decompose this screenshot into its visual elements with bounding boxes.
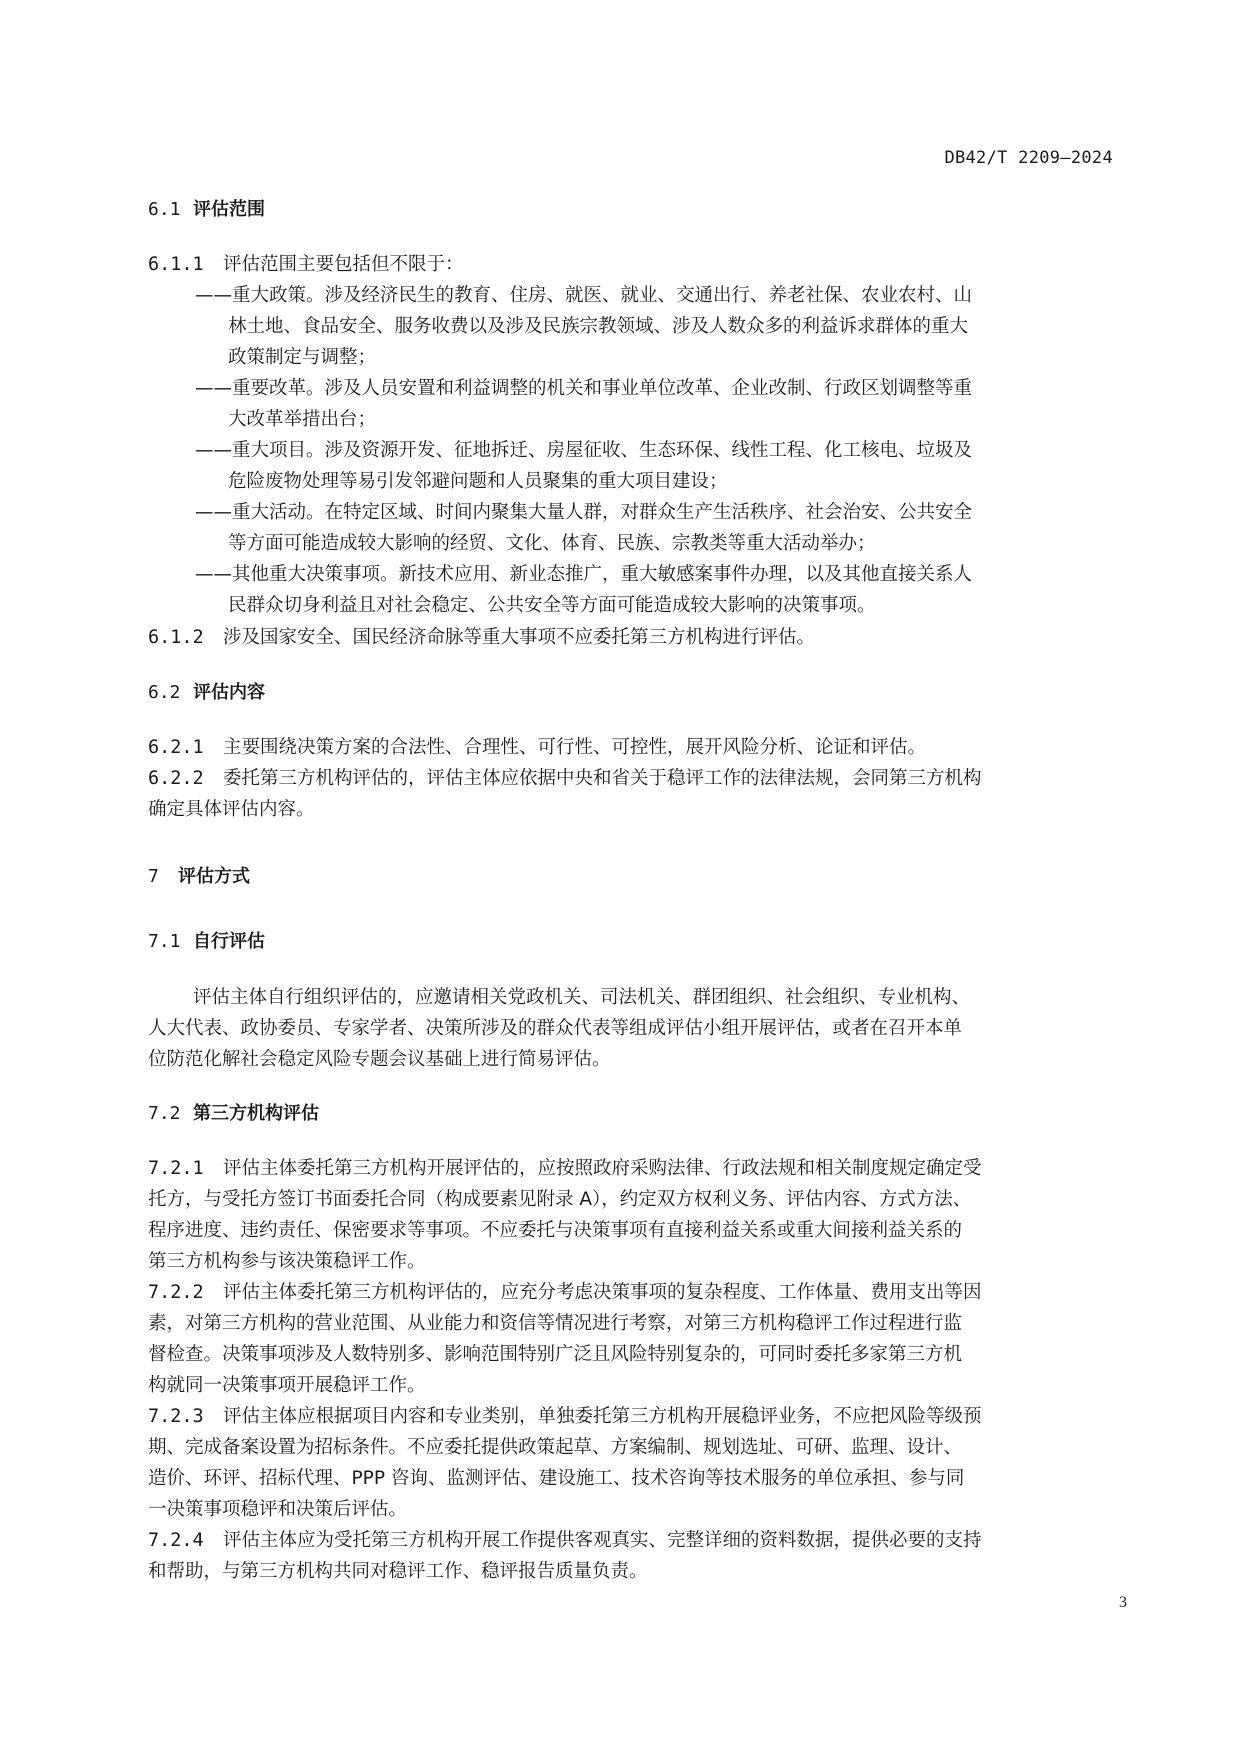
bullet-line: ——重大活动。在特定区域、时间内聚集大量人群，对群众生产生活秩序、社会治安、公共安全 xyxy=(195,502,973,523)
clause-number: 6.2.1 xyxy=(148,737,204,758)
section-number: 7.2 xyxy=(148,1103,181,1124)
paragraph-line: 评估主体自行组织评估的，应邀请相关党政机关、司法机关、群团组织、社会组织、专业机构、 xyxy=(193,987,971,1008)
clause-text: 评估主体应为受托第三方机构开展工作提供客观真实、完整详细的资料数据，提供必要的支持 xyxy=(223,1530,982,1551)
section-title: 评估范围 xyxy=(193,199,265,220)
clause-text: 涉及国家安全、国民经济命脉等重大事项不应委托第三方机构进行评估。 xyxy=(223,627,816,648)
clause-number: 6.1.2 xyxy=(148,627,204,648)
clause-text: 评估范围主要包括但不限于： xyxy=(223,254,464,275)
chapter-title: 评估方式 xyxy=(178,866,250,887)
section-heading-6-1 xyxy=(148,195,265,221)
clause-number: 6.2.2 xyxy=(148,768,204,789)
section-number: 7.1 xyxy=(148,931,181,952)
clause-continuation: 第三方机构参与该决策稳评工作。 xyxy=(148,1251,426,1272)
clause-continuation: 托方，与受托方签订书面委托合同（构成要素见附录 A），约定双方权利义务、评估内容、方式方法、 xyxy=(148,1189,972,1210)
clause-text: 评估主体应根据项目内容和专业类别，单独委托第三方机构开展稳评业务，不应把风险等级预 xyxy=(223,1406,982,1427)
section-title: 评估内容 xyxy=(193,682,265,703)
bullet-line: 林土地、食品安全、服务收费以及涉及民族宗教领域、涉及人数众多的利益诉求群体的重大 xyxy=(228,316,969,337)
section-title: 第三方机构评估 xyxy=(193,1103,319,1124)
bullet-line: 等方面可能造成较大影响的经贸、文化、体育、民族、宗教类等重大活动举办； xyxy=(228,533,876,554)
document-code: DB42/T 2209—2024 xyxy=(944,148,1113,168)
paragraph-line: 人大代表、政协委员、专家学者、决策所涉及的群众代表等组成评估小组开展评估，或者在召开本单 xyxy=(148,1018,963,1039)
chapter-heading-7 xyxy=(148,862,250,888)
section-title: 自行评估 xyxy=(193,931,265,952)
clause-continuation: 素，对第三方机构的营业范围、从业能力和资信等情况进行考察，对第三方机构稳评工作过程进行监 xyxy=(148,1313,963,1334)
chapter-number: 7 xyxy=(148,866,159,887)
paragraph-line: 位防范化解社会稳定风险专题会议基础上进行简易评估。 xyxy=(148,1049,611,1070)
bullet-line: 民群众切身利益且对社会稳定、公共安全等方面可能造成较大影响的决策事项。 xyxy=(228,595,876,616)
section-number: 6.2 xyxy=(148,682,181,703)
clause-number: 7.2.2 xyxy=(148,1282,204,1303)
clause-number: 7.2.3 xyxy=(148,1406,204,1427)
clause-continuation: 程序进度、违约责任、保密要求等事项。不应委托与决策事项有直接利益关系或重大间接利益关系的 xyxy=(148,1220,963,1241)
bullet-line: 政策制定与调整； xyxy=(228,347,377,368)
bullet-line: ——重要改革。涉及人员安置和利益调整的机关和事业单位改革、企业改制、行政区划调整等重 xyxy=(195,378,973,399)
bullet-line: ——重大政策。涉及经济民生的教育、住房、就医、就业、交通出行、养老社保、农业农村、山 xyxy=(195,285,973,306)
clause-text: 主要围绕决策方案的合法性、合理性、可行性、可控性，展开风险分析、论证和评估。 xyxy=(223,737,927,758)
clause-6-2-2 xyxy=(148,764,982,790)
clause-number: 7.2.1 xyxy=(148,1158,204,1179)
clause-continuation: 督检查。决策事项涉及人数特别多、影响范围特别广泛且风险特别复杂的，可同时委托多家第三方机 xyxy=(148,1344,963,1365)
clause-text: 委托第三方机构评估的，评估主体应依据中央和省关于稳评工作的法律法规，会同第三方机构 xyxy=(223,768,982,789)
clause-7-2-1 xyxy=(148,1154,982,1180)
clause-6-1-1 xyxy=(148,250,464,276)
clause-continuation: 一决策事项稳评和决策后评估。 xyxy=(148,1499,408,1520)
clause-7-2-2 xyxy=(148,1278,982,1304)
clause-continuation: 构就同一决策事项开展稳评工作。 xyxy=(148,1375,426,1396)
clause-continuation: 和帮助，与第三方机构共同对稳评工作、稳评报告质量负责。 xyxy=(148,1561,648,1582)
bullet-line: 大改革举措出台； xyxy=(228,409,377,430)
clause-7-2-4 xyxy=(148,1526,982,1552)
clause-6-1-2 xyxy=(148,623,815,649)
clause-6-2-1 xyxy=(148,733,926,759)
clause-text: 评估主体委托第三方机构开展评估的，应按照政府采购法律、行政法规和相关制度规定确定受 xyxy=(223,1158,982,1179)
bullet-line: ——重大项目。涉及资源开发、征地拆迁、房屋征收、生态环保、线性工程、化工核电、垃圾及 xyxy=(195,440,973,461)
section-number: 6.1 xyxy=(148,199,181,220)
clause-number: 7.2.4 xyxy=(148,1530,204,1551)
clause-continuation: 期、完成备案设置为招标条件。不应委托提供政策起草、方案编制、规划选址、可研、监理、设计、 xyxy=(148,1437,963,1458)
clause-continuation: 确定具体评估内容。 xyxy=(148,799,315,820)
section-heading-7-2 xyxy=(148,1099,319,1125)
section-heading-7-1 xyxy=(148,927,265,953)
bullet-line: ——其他重大决策事项。新技术应用、新业态推广，重大敏感案事件办理，以及其他直接关系人 xyxy=(195,564,973,585)
clause-continuation: 造价、环评、招标代理、PPP 咨询、监测评估、建设施工、技术咨询等技术服务的单位承担、参与同 xyxy=(148,1468,965,1489)
section-heading-6-2 xyxy=(148,678,265,704)
clause-text: 评估主体委托第三方机构评估的，应充分考虑决策事项的复杂程度、工作体量、费用支出等因 xyxy=(223,1282,982,1303)
clause-7-2-3 xyxy=(148,1402,982,1428)
clause-number: 6.1.1 xyxy=(148,254,204,275)
page-number: 3 xyxy=(1119,1594,1127,1611)
bullet-line: 危险废物处理等易引发邻避问题和人员聚集的重大项目建设； xyxy=(228,471,728,492)
